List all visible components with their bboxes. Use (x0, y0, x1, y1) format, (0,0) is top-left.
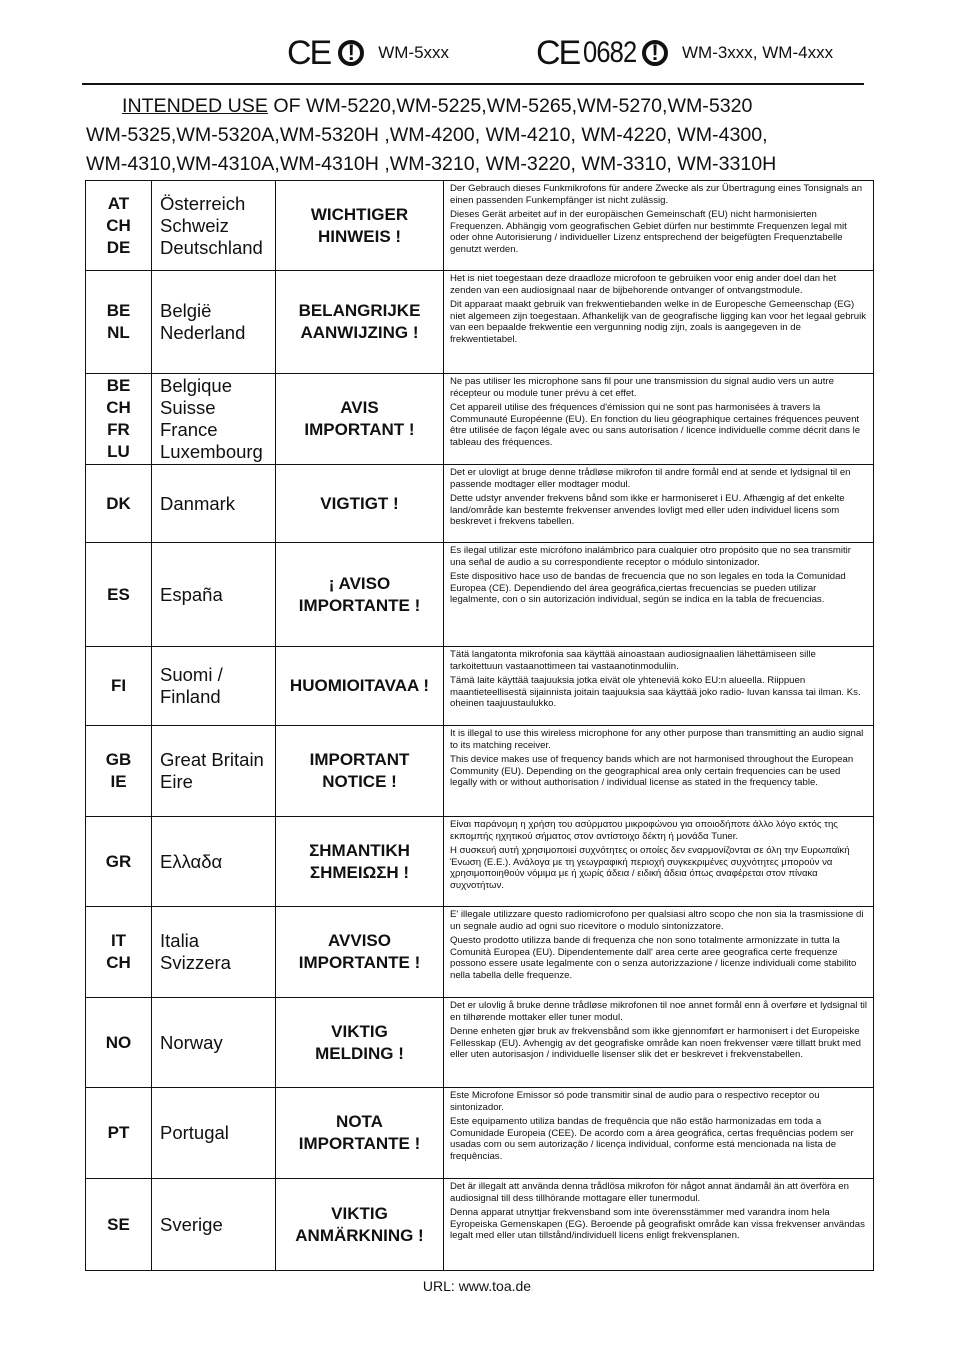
notice-text-cell (444, 543, 874, 647)
country-names-cell (152, 374, 276, 465)
title-line1: OF WM-5220,WM-5225,WM-5265,WM-5270,WM-5320 (267, 95, 753, 117)
notice-paragraph: Este dispositivo hace uso de bandas de frecuencia que no son legales en toda la Comunidad Europea (CE). Dependiendo del área geográfica,ciertas frecuencias se pueden utilizar legalmente, con o sin autorización individual, según se indica en la tabla de frecuencias. (450, 571, 846, 606)
country-name: Deutschland (160, 236, 263, 258)
country-names-cell (152, 465, 276, 543)
notice-paragraph: Tämä laite käyttää taajuuksia jotka eivät ole yhteneviä koko EU:n alueella. Riippuen maantieteellisestä sijainnista joitain taajuuksia saa käyttää joko radio- luvan kanssa tai ilman. Ks. oheinen taajuustaulukko. (450, 675, 861, 710)
notice-heading-cell (276, 271, 444, 374)
notice-heading: IMPORTANT (309, 750, 410, 769)
notice-heading: WICHTIGER (310, 204, 409, 224)
notice-paragraph: Tätä langatonta mikrofonia saa käyttää ainoastaan audiosignaalien lähettämiseen sille tarkoitettuun vastaanottimeen tai vastaanotinmoduliin. (450, 649, 816, 672)
country-name: Luxembourg (160, 441, 263, 462)
notified-body-number: 0682 (583, 36, 637, 69)
notice-text-cell (444, 998, 874, 1088)
country-code: PT (107, 1123, 130, 1142)
notice-paragraph: E' illegale utilizzare questo radiomicrofono per qualsiasi altro scopo che non sia la trasmissione di un segnale audio ad ogni suo ricevitore o modulo sintonizzatore. (450, 909, 864, 932)
country-code: GB (105, 750, 132, 769)
notice-paragraph: Der Gebrauch dieses Funkmikrofons für andere Zwecke als zur Übertragung eines Tonsignals an einen passenden Funkempfänger ist nicht zulässig. (450, 183, 863, 206)
table-row (86, 374, 874, 465)
alert-icon: ! (338, 40, 364, 66)
country-codes-cell (86, 543, 152, 647)
notice-heading: ¡ AVISO (328, 573, 391, 593)
notice-heading: ΣΗΜΕΙΩΣΗ ! (309, 862, 410, 882)
table-row (86, 1179, 874, 1271)
country-codes-cell (86, 181, 152, 271)
notice-heading: ΣΗΜΑΝΤΙΚΗ (309, 840, 410, 860)
country-codes-cell (86, 1088, 152, 1179)
country-codes-cell (86, 374, 152, 465)
country-name: Ελλαδα (160, 850, 223, 872)
notice-paragraph: Det er ulovligt at bruge denne trådløse mikrofon til andre formål end at sende et lydsignal til en passende modtager eller modtager modul. (450, 467, 851, 490)
notice-text-cell (444, 271, 874, 374)
notice-heading-cell (276, 465, 444, 543)
country-code: GR (105, 851, 132, 871)
country-codes-cell (86, 998, 152, 1088)
country-name: Great Britain (160, 749, 264, 770)
notice-paragraph: Dit apparaat maakt gebruik van frekwentiebanden welke in de Europesche Gemeenschap (EG) niet algemeen zijn toegestaan. Afhankelijk van de geografische ligging kan voor het legaal gebruik van een bepaalde frekwentie een vergunning nodig zijn, zoals is aangegeven in de frekwentietabel. (450, 299, 867, 345)
notice-heading-cell (276, 647, 444, 726)
country-code: BE (106, 376, 131, 395)
ce-logo: CE (287, 34, 331, 72)
notice-heading-cell (276, 181, 444, 271)
country-names-cell (152, 1179, 276, 1271)
country-code: IT (110, 931, 127, 950)
notice-heading: AVIS (340, 398, 379, 417)
country-name: Nederland (160, 322, 246, 343)
notice-paragraph: Questo prodotto utilizza bande di frequenza che non sono totalmente armonizzate in tutta la Comunità Europea (EU). Dipendentemente dall' area certe aree geografica certe frequenze possono essere usate legalmente con o senza autorizzazione / licenze individuali come stabilito nella tabella delle frequenze. (450, 935, 857, 981)
country-name: Danmark (160, 492, 236, 514)
notice-text-cell (444, 726, 874, 817)
ce-mark-wm5xxx (287, 36, 449, 70)
country-name: Portugal (160, 1122, 229, 1143)
notice-heading: BELANGRIJKE (298, 301, 421, 320)
country-names-cell (152, 817, 276, 907)
country-code: AT (107, 193, 130, 213)
country-names-cell (152, 726, 276, 817)
country-code: DE (106, 237, 131, 257)
country-code: CH (106, 215, 131, 235)
country-codes-cell (86, 465, 152, 543)
country-code: CH (106, 398, 131, 417)
notice-heading: VIKTIG (331, 1021, 388, 1041)
title-line3: WM-4310,WM-4310A,WM-4310H ,WM-3210, WM-3220, WM-3310, WM-3310H (86, 153, 777, 175)
country-name: Suisse (160, 397, 216, 418)
notice-paragraph: Η συσκευή αυτή χρησιμοποιεί συχνότητες οι οποίες δεν εναρμονίζονται σε όλη την Ευρωπαϊκή Ένωση (Ε.Ε.). Ανάλογα με τη γεωγραφική περιοχή συγκεκριμένες συχνότητες μπορούν να χρησιμοποιηθούν νόμιμα με ή χωρίς άδεια / ειδική άδεια όπως αναφέρεται στον πίνακα συχνοτήτων. (450, 845, 850, 891)
notice-paragraph: Ne pas utiliser les microphone sans fil pour une transmission du signal audio vers un autre récepteur ou module tuner prévu à cet effet. (450, 376, 834, 399)
title-line2: WM-5325,WM-5320A,WM-5320H ,WM-4200, WM-4210, WM-4220, WM-4300, (86, 124, 768, 146)
country-names-cell (152, 998, 276, 1088)
country-code: CH (106, 953, 131, 972)
notice-heading-cell (276, 726, 444, 817)
table-row (86, 817, 874, 907)
notice-heading: IMPORTANTE ! (298, 595, 421, 615)
notice-heading: NOTICE ! (322, 772, 397, 791)
notice-heading: HINWEIS ! (317, 226, 402, 246)
notice-paragraph: Είναι παράνομη η χρήση του ασύρματου μικροφώνου για οποιοδήποτε άλλο λόγο εκτός της εκπομπής ηχητικού σήματος στον αντίστοιχο δέκτη ή μονάδα Tuner. (450, 819, 838, 842)
notice-text-cell (444, 647, 874, 726)
notice-paragraph: This device makes use of frequency bands which are not harmonised throughout the European Community (EU). Depending on the geographical area only certain frequencies can be used legally with or without authorisation / individual license as stated in the frequency table. (450, 754, 854, 789)
notice-heading: ANMÄRKNING ! (295, 1225, 424, 1245)
country-codes-cell (86, 647, 152, 726)
country-name: Italia (160, 930, 200, 951)
table-row (86, 271, 874, 374)
notice-text-cell (444, 181, 874, 271)
ce-mark-wm3xxx-wm4xxx (536, 36, 833, 70)
certification-marks (0, 36, 954, 76)
country-code: NO (105, 1032, 132, 1052)
table-row (86, 1088, 874, 1179)
mark-label-wm3xxx-wm4xxx: WM-3xxx, WM-4xxx (681, 43, 834, 62)
country-name: Sverige (160, 1213, 223, 1235)
notice-paragraph: Det är illegalt att använda denna trådlösa mikrofon för något annat ändamål än att överföra en audiosignal till dess tillhörande mottagare eller tunermodul. (450, 1181, 849, 1204)
country-names-cell (152, 1088, 276, 1179)
ce-logo: CE (536, 34, 580, 72)
country-names-cell (152, 647, 276, 726)
page-title (86, 92, 876, 179)
notice-paragraph: Dette udstyr anvender frekvens bånd som ikke er harmoniseret i EU. Afhængig af det enkelte land/område kan bestemte frekvenser anvendes lovligt med eller uden individuel licens som beskrevet i frekvens tabellen. (450, 493, 845, 528)
notice-heading: HUOMIOITAVAA ! (289, 676, 430, 695)
notice-paragraph: Het is niet toegestaan deze draadloze microfoon te gebruiken voor enig ander doel dan het zenden van een audiosignaal naar de bijbehorende ontvanger of ontvangstmodule. (450, 273, 837, 296)
country-codes-cell (86, 726, 152, 817)
country-name: België (160, 300, 212, 321)
notice-heading-cell (276, 998, 444, 1088)
notice-heading: AVVISO (328, 931, 391, 950)
notice-paragraph: It is illegal to use this wireless microphone for any other purpose than transmitting an audio signal to its matching receiver. (450, 728, 864, 751)
notice-heading: MELDING ! (315, 1043, 404, 1063)
country-name: Österreich (160, 192, 246, 214)
country-name: Svizzera (160, 952, 231, 973)
alert-icon: ! (642, 40, 668, 66)
country-names-cell (152, 543, 276, 647)
notice-paragraph: Denne enheten gjør bruk av frekvensbånd som ikke gjennomført er harmonisert i det Europeiske Fellesskap (EU). Avhengig av det geografiske område kan noen frekvenser være tillatt brukt med eller uten autorisasjon / individuelle lisenser slik det er beskrevet i frekvenstabellen. (450, 1026, 861, 1061)
country-names-cell (152, 907, 276, 998)
country-name: Schweiz (160, 214, 229, 236)
country-codes-cell (86, 1179, 152, 1271)
header-rule (82, 83, 864, 85)
notice-text-cell (444, 374, 874, 465)
table-row (86, 181, 874, 271)
country-codes-cell (86, 907, 152, 998)
notice-text-cell (444, 817, 874, 907)
country-name: Eire (160, 771, 193, 792)
country-codes-cell (86, 817, 152, 907)
notice-heading: AANWIJZING ! (300, 323, 419, 342)
country-code: LU (107, 442, 130, 461)
notice-heading: IMPORTANT ! (304, 420, 415, 439)
notice-heading-cell (276, 817, 444, 907)
notice-text-cell (444, 907, 874, 998)
country-code: BE (106, 301, 131, 320)
country-name: España (160, 583, 223, 605)
notice-heading-cell (276, 374, 444, 465)
country-names-cell (152, 271, 276, 374)
table-row (86, 647, 874, 726)
notice-heading-cell (276, 1088, 444, 1179)
intended-use-table (85, 180, 874, 1271)
notice-text-cell (444, 1088, 874, 1179)
notice-paragraph: Cet appareil utilise des fréquences d'émission qui ne sont pas harmonisées à travers la Communauté Européenne (EU). En fonction du lieu géographique certaines fréquences peuvent être utilisée de façon légale avec ou sans autorisation / licence individuelle comme décrit dans le tableau des fréquences. (450, 402, 861, 448)
country-code: FI (110, 676, 127, 695)
country-name: Norway (160, 1031, 223, 1053)
country-code: NL (107, 323, 130, 342)
footer-url: URL: www.toa.de (422, 1278, 532, 1294)
notice-paragraph: Es ilegal utilizar este micrófono inalámbrico para cualquier otro propósito que no sea transmitir una señal de audio a su correspondiente receptor o módulo sintonizador. (450, 545, 852, 568)
notice-heading: IMPORTANTE ! (298, 953, 421, 972)
notice-paragraph: Este equipamento utiliza bandas de frequência que não estão harmonizadas em toda a Comunidade Europeia (CEE). De acordo com a área geográfica, certas frequências podem ser usadas com ou sem autorização / licença individual, conforme está mencionada na lista de frequências. (450, 1116, 854, 1162)
table-row (86, 726, 874, 817)
notice-text-cell (444, 465, 874, 543)
notice-heading: VIGTIGT ! (320, 493, 399, 513)
country-codes-cell (86, 271, 152, 374)
country-name: Suomi / (160, 664, 223, 685)
country-names-cell (152, 181, 276, 271)
notice-paragraph: Dieses Gerät arbeitet auf in der europäischen Gemeinschaft (EU) nicht harmonisierten Frequenzen. Abhängig vom geografischen Gebiet dürfen nur bestimmte Frequenzen legal mit oder ohne Autorisierung / individueller Lizenz entsprechend der beigefügten Frequenztabelle genutzt werden. (450, 209, 847, 255)
table-row (86, 465, 874, 543)
country-code: FR (107, 420, 130, 439)
country-code: IE (110, 772, 127, 791)
notice-heading-cell (276, 1179, 444, 1271)
notice-paragraph: Det er ulovlig å bruke denne trådløse mikrofonen til noe annet formål enn å overføre et lydsignal til en tilhørende mottaker eller tuner modul. (450, 1000, 868, 1023)
country-name: Belgique (160, 375, 233, 396)
table-row (86, 543, 874, 647)
notice-text-cell (444, 1179, 874, 1271)
country-name: France (160, 419, 218, 440)
title-emphasis: INTENDED USE (122, 95, 268, 117)
notice-heading: NOTA (336, 1112, 383, 1131)
country-code: ES (107, 584, 130, 604)
country-code: SE (107, 1214, 130, 1234)
notice-heading-cell (276, 543, 444, 647)
notice-paragraph: Denna apparat utnyttjar frekvensband som inte överensstämmer med varandra inom hela Eyropeiska Gemenskapen (EG). Beroende på geografiskt område kan vissa frekvenser användas legalt med eller utan tillstånd/individuell licens enligt frekvensplanen. (450, 1207, 865, 1242)
notice-heading: VIKTIG (331, 1203, 388, 1223)
country-code: DK (106, 493, 131, 513)
notice-paragraph: Este Microfone Emissor só pode transmitir sinal de audio para o respectivo receptor ou sintonizador. (450, 1090, 820, 1113)
notice-heading-cell (276, 907, 444, 998)
table-row (86, 907, 874, 998)
country-name: Finland (160, 686, 221, 707)
table-row (86, 998, 874, 1088)
notice-heading: IMPORTANTE ! (298, 1134, 421, 1153)
mark-label-wm5xxx: WM-5xxx (378, 43, 450, 62)
